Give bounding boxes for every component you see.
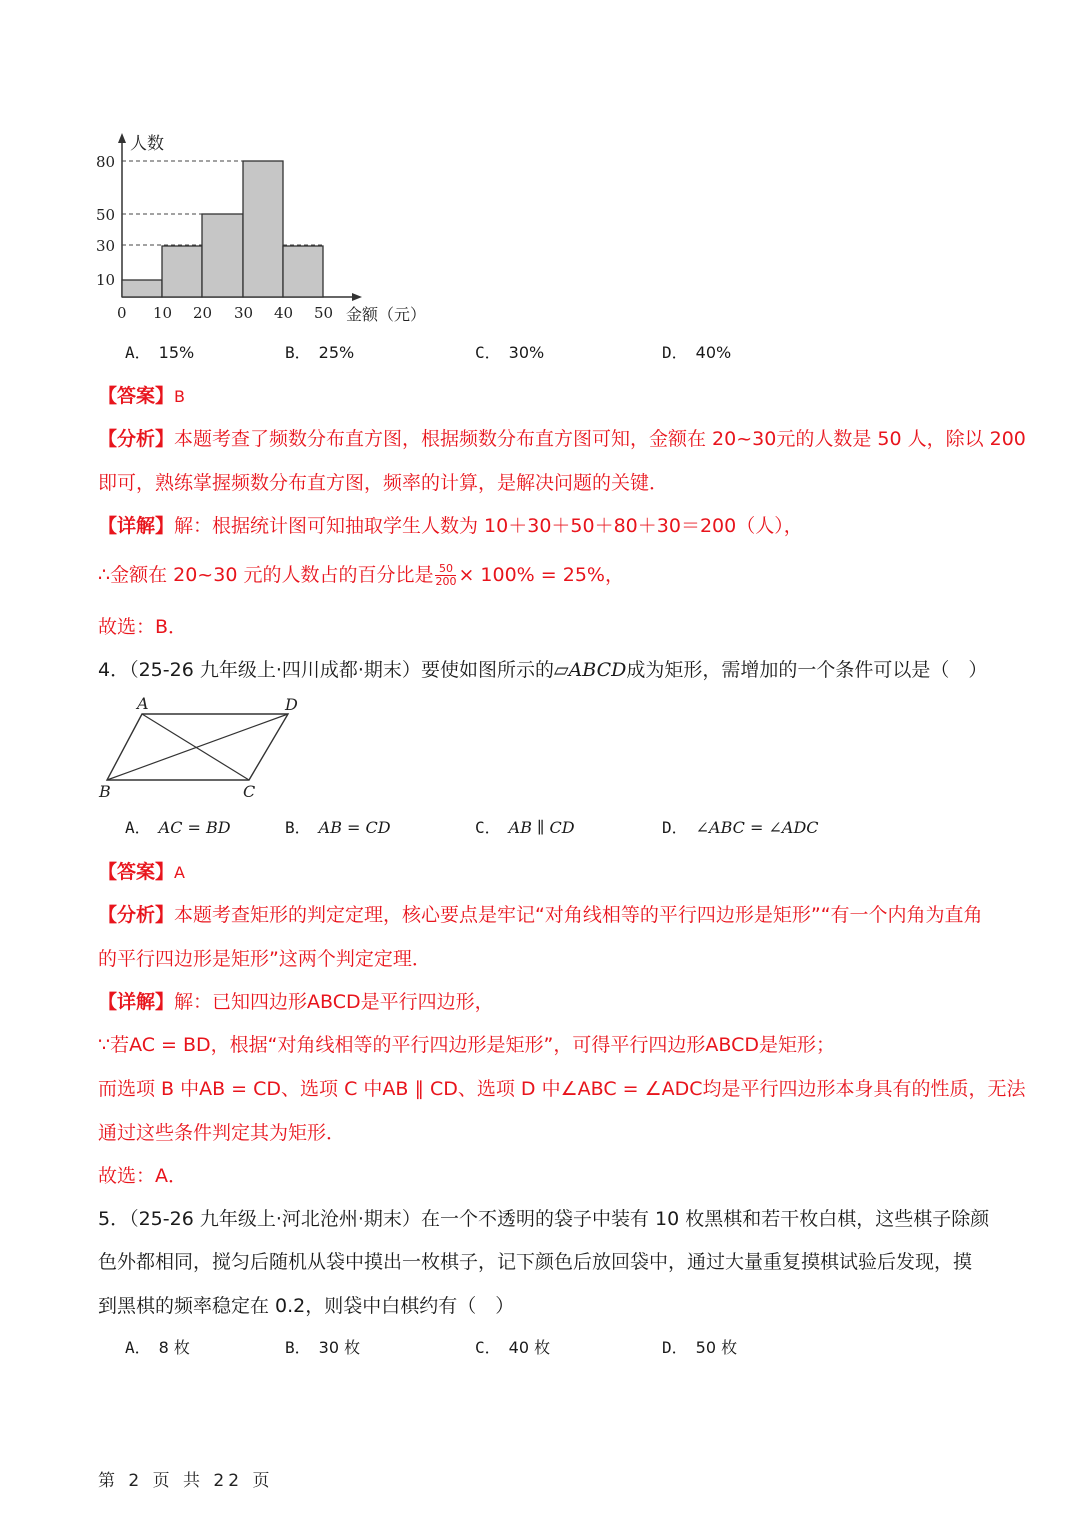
q3-answer: 【答案】B: [98, 385, 185, 407]
question-number: 5．: [98, 1208, 130, 1230]
detail-tag: 【详解】: [98, 515, 175, 537]
x-tick-20: 20: [193, 304, 213, 322]
q5-option-d: D． 50 枚: [662, 1338, 738, 1357]
analysis-tag: 【分析】: [98, 428, 175, 450]
q4-detail-line4: 通过这些条件判定其为矩形．: [98, 1122, 346, 1144]
y-tick-10: 10: [96, 271, 116, 289]
bar-30-40: [243, 161, 283, 297]
q5-option-a: A． 8 枚: [125, 1338, 190, 1357]
y-axis-label: 人数: [130, 134, 164, 154]
q3-analysis-line2: 即可，熟练掌握频数分布直方图，频率的计算，是解决问题的关键．: [98, 472, 669, 494]
q4-detail-line2: ∵若AC = BD，根据“对角线相等的平行四边形是矩形”，可得平行四边形ABCD是矩形；: [98, 1034, 835, 1056]
q5-option-c: C． 40 枚: [475, 1338, 551, 1357]
bar-10-20: [162, 246, 202, 297]
question-source: （25-26 九年级上·河北沧州·期末）: [129, 1208, 421, 1230]
q5-option-b: B． 30 枚: [285, 1338, 361, 1357]
q3-option-a: A． 15%: [125, 343, 195, 362]
diagonal-ac: [142, 714, 249, 780]
q4-conclusion: 故选：A．: [98, 1165, 187, 1187]
q3-detail-line1: 【详解】解：根据统计图可知抽取学生人数为 10＋30＋50＋80＋30＝200（人），: [98, 515, 803, 537]
q5-stem-line1: 5．（25-26 九年级上·河北沧州·期末）在一个不透明的袋子中装有 10 枚黑棋和若干枚白棋，这些棋子除颜: [98, 1208, 990, 1230]
answer-tag: 【答案】: [98, 385, 175, 407]
q3-conclusion: 故选：B．: [98, 616, 188, 638]
q4-option-b: B． AB = CD: [285, 818, 391, 837]
q3-option-d: D． 40%: [662, 343, 732, 362]
bar-20-30: [202, 214, 243, 297]
bar-40-50: [283, 246, 323, 297]
x-tick-0: 0: [117, 304, 127, 322]
q4-option-c: C． AB ∥ CD: [475, 818, 575, 837]
q3-detail-line2: ∴金额在 20~30 元的人数占的百分比是 $\frac{50}{200}$ × 100% = 25%，: [98, 562, 624, 588]
q5-stem-line3: 到黑棋的频率稳定在 0.2，则袋中白棋约有（ ）: [98, 1295, 515, 1317]
parallelogram-figure: [95, 692, 335, 802]
question-number: 4．: [98, 659, 130, 681]
detail-tag: 【详解】: [98, 991, 175, 1013]
q4-analysis-line1: 【分析】本题考查矩形的判定定理，核心要点是牢记“对角线相等的平行四边形是矩形”“有一个内角为直角: [98, 904, 983, 926]
vertex-c-label: C: [243, 782, 256, 801]
q3-option-c: C． 30%: [475, 343, 545, 362]
q3-option-b: B． 25%: [285, 343, 355, 362]
y-tick-50: 50: [96, 206, 116, 224]
vertex-b-label: B: [99, 782, 111, 801]
x-axis-label: 金额（元）: [346, 305, 427, 324]
x-tick-30: 30: [234, 304, 254, 322]
q4-detail-line1: 【详解】解：已知四边形ABCD是平行四边形，: [98, 991, 494, 1013]
question-source: （25-26 九年级上·四川成都·期末）: [129, 659, 421, 681]
x-axis-arrow-icon: [352, 293, 362, 301]
vertex-a-label: A: [137, 694, 149, 713]
q4-analysis-line2: 的平行四边形是矩形”这两个判定定理．: [98, 948, 431, 970]
vertex-d-label: D: [285, 695, 298, 714]
analysis-tag: 【分析】: [98, 904, 175, 926]
q4-option-d: D． ∠ABC = ∠ADC: [662, 818, 819, 837]
fraction-50-200: $\frac{50}{200}$: [435, 562, 457, 588]
x-tick-40: 40: [274, 304, 294, 322]
y-axis-arrow-icon: [118, 133, 126, 143]
q4-option-a: A． AC = BD: [125, 818, 231, 837]
page-footer: 第 2 页 共 22 页: [98, 1471, 274, 1491]
y-tick-80: 80: [96, 153, 116, 171]
answer-tag: 【答案】: [98, 861, 175, 883]
q3-analysis-line1: 【分析】本题考查了频数分布直方图，根据频数分布直方图可知，金额在 20~30元的人数是 50 人，除以 200: [98, 428, 1026, 450]
q4-stem: 4．（25-26 九年级上·四川成都·期末）要使如图所示的▱ABCD成为矩形，需增加的一个条件可以是（ ）: [98, 659, 988, 681]
q5-stem-line2: 色外都相同，搅匀后随机从袋中摸出一枚棋子，记下颜色后放回袋中，通过大量重复摸棋试验后发现，摸: [98, 1251, 973, 1273]
bar-0-10: [122, 280, 162, 297]
x-tick-10: 10: [153, 304, 173, 322]
y-tick-30: 30: [96, 237, 116, 255]
q4-detail-line3: 而选项 B 中AB = CD、选项 C 中AB ∥ CD、选项 D 中∠ABC = ∠ADC均是平行四边形本身具有的性质，无法: [98, 1078, 1026, 1100]
q4-answer: 【答案】A: [98, 861, 185, 883]
histogram-chart: [90, 125, 440, 335]
diagonal-bd: [107, 714, 288, 780]
x-tick-50: 50: [314, 304, 334, 322]
